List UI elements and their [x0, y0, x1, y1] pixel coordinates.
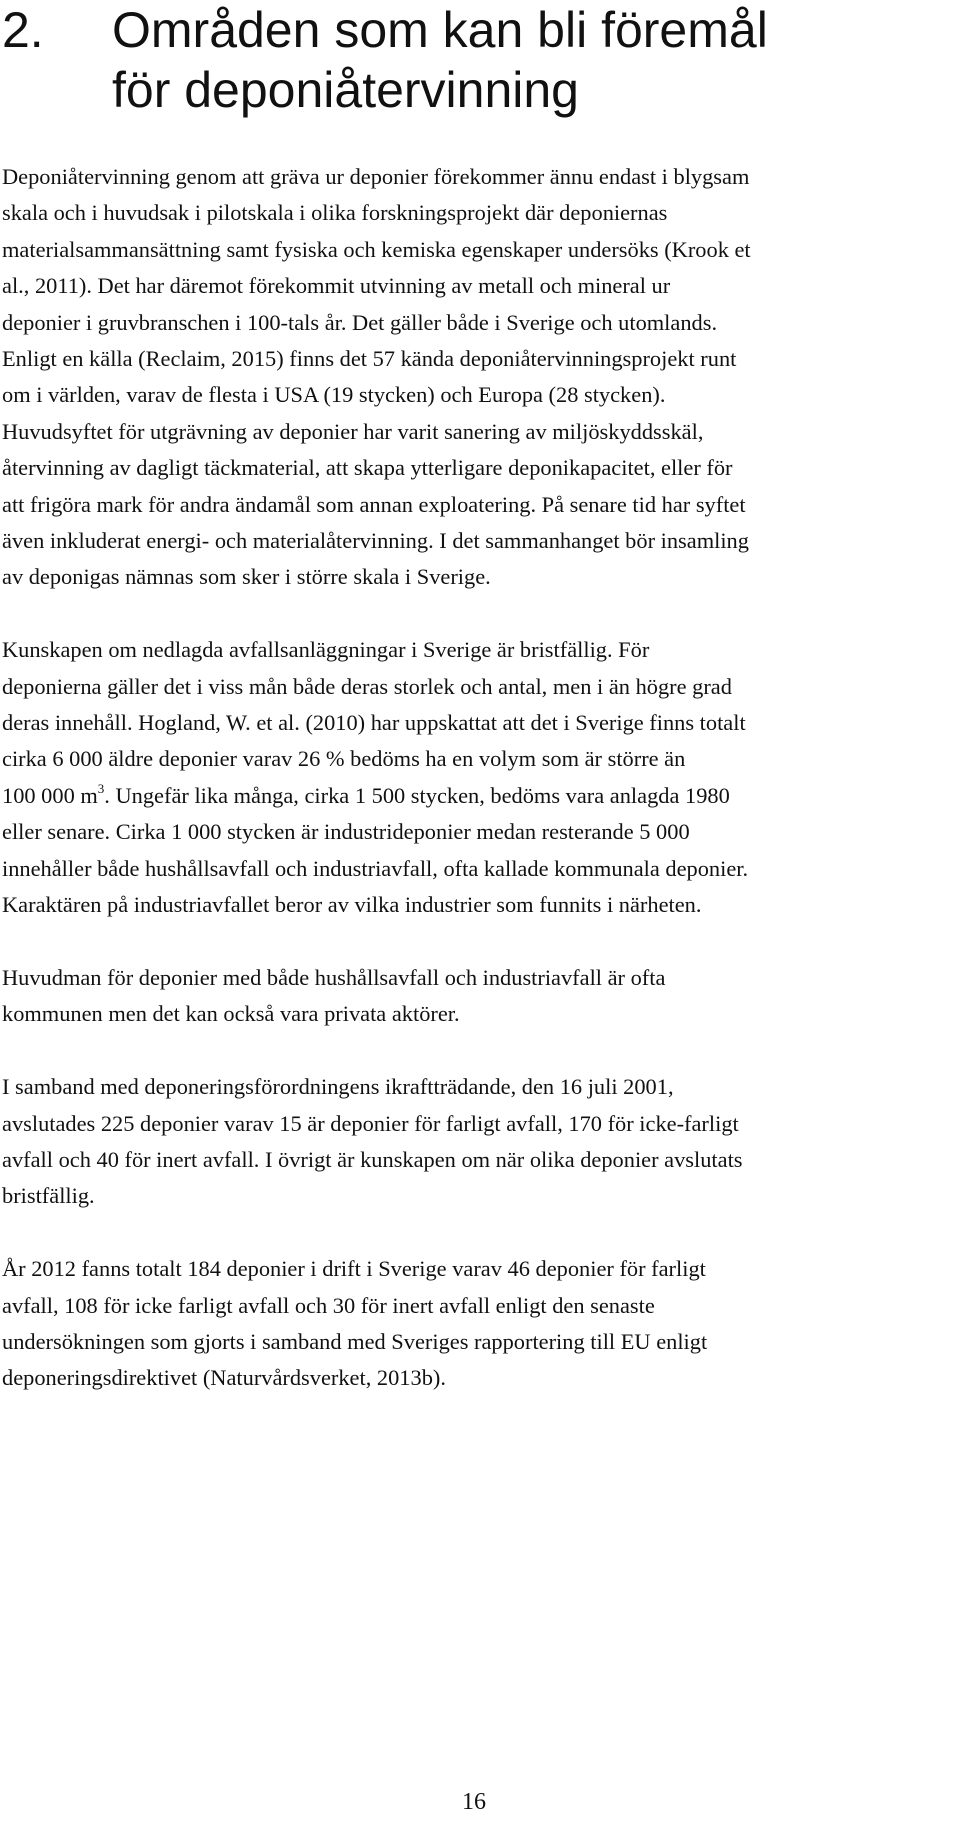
text-line: kommunen men det kan också vara privata aktörer. [2, 1001, 460, 1027]
text-line: Karaktären på industriavfallet beror av vilka industrier som funnits i närheten. [2, 892, 702, 918]
text-line: bristfällig. [2, 1183, 95, 1209]
text-line: att frigöra mark för andra ändamål som annan exploatering. På senare tid har syftet [2, 491, 746, 517]
superscript: 3 [97, 780, 105, 796]
paragraph-5 [2, 1251, 956, 1397]
text-line: I samband med deponeringsförordningens ikraftträdande, den 16 juli 2001, [2, 1074, 674, 1100]
text-line: cirka 6 000 äldre deponier varav 26 % bedöms ha en volym som är större än [2, 746, 686, 772]
section-title-line-2: för deponiåtervinning [112, 62, 579, 118]
text-line: Kunskapen om nedlagda avfallsanläggningar i Sverige är bristfällig. För [2, 637, 650, 663]
text-line: materialsammansättning samt fysiska och kemiska egenskaper undersöks (Krook et [2, 236, 751, 262]
text-line: deras innehåll. Hogland, W. et al. (2010) har uppskattat att det i Sverige finns totalt [2, 710, 746, 736]
text-line: Huvudsyftet för utgrävning av deponier har varit sanering av miljöskyddsskäl, [2, 418, 704, 444]
text-line: deponierna gäller det i viss mån både deras storlek och antal, men i än högre grad [2, 673, 732, 699]
text-line: skala och i huvudsak i pilotskala i olika forskningsprojekt där deponiernas [2, 200, 668, 226]
text-line: al., 2011). Det har däremot förekommit utvinning av metall och mineral ur [2, 273, 671, 299]
text-line: avfall och 40 för inert avfall. I övrigt är kunskapen om när olika deponier avslutats [2, 1146, 743, 1172]
text-line: deponeringsdirektivet (Naturvårdsverket, 2013b). [2, 1365, 446, 1391]
section-number: 2. [2, 2, 44, 58]
text-line-with-superscript [2, 778, 956, 814]
text-line: innehåller både hushållsavfall och industriavfall, ofta kallade kommunala deponier. [2, 855, 749, 881]
text-segment: . Ungefär lika många, cirka 1 500 stycken, bedöms vara anlagda 1980 [104, 782, 730, 808]
text-line: Enligt en källa (Reclaim, 2015) finns det 57 kända deponiåtervinningsprojekt runt [2, 346, 737, 372]
section-heading [2, 0, 952, 120]
section-title-line-1: Områden som kan bli föremål [112, 2, 768, 58]
document-body [2, 159, 956, 1433]
text-line: även inkluderat energi- och materialåtervinning. I det sammanhanget bör insamling [2, 528, 749, 554]
text-line: återvinning av dagligt täckmaterial, att skapa ytterligare deponikapacitet, eller för [2, 455, 733, 481]
paragraph-2 [2, 632, 956, 923]
section-heading-line-1 [2, 0, 952, 60]
paragraph-3 [2, 960, 956, 1033]
paragraph-1 [2, 159, 956, 596]
paragraph-4 [2, 1069, 956, 1215]
text-line: avfall, 108 för icke farligt avfall och 30 för inert avfall enligt den senaste [2, 1292, 655, 1318]
text-line: undersökningen som gjorts i samband med Sveriges rapportering till EU enligt [2, 1328, 708, 1354]
text-line: Deponiåtervinning genom att gräva ur deponier förekommer ännu endast i blygsam [2, 164, 750, 189]
text-line: Huvudman för deponier med både hushållsavfall och industriavfall är ofta [2, 964, 666, 990]
text-line: deponier i gruvbranschen i 100-tals år. Det gäller både i Sverige och utomlands. [2, 309, 718, 335]
text-line: av deponigas nämnas som sker i större skala i Sverige. [2, 564, 491, 590]
page-number: 16 [462, 1789, 486, 1815]
text-segment: 100 000 m [2, 782, 98, 808]
text-line: om i världen, varav de flesta i USA (19 stycken) och Europa (28 stycken). [2, 382, 666, 408]
text-line: avslutades 225 deponier varav 15 är deponier för farligt avfall, 170 för icke-farligt [2, 1110, 739, 1136]
text-line: eller senare. Cirka 1 000 stycken är industrideponier medan resterande 5 000 [2, 819, 690, 845]
text-line: År 2012 fanns totalt 184 deponier i drift i Sverige varav 46 deponier för farligt [2, 1256, 706, 1282]
